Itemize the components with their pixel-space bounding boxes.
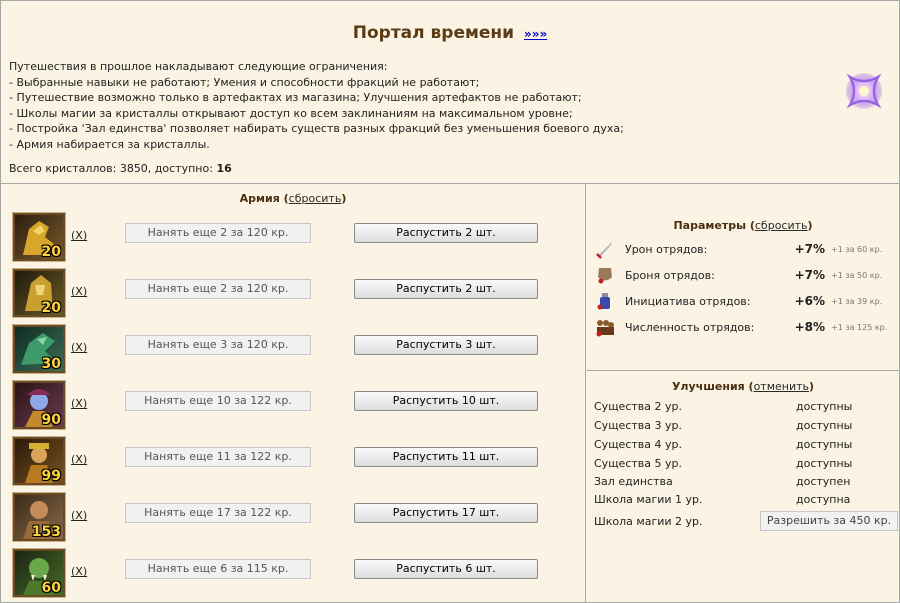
upgrade-status: доступен <box>796 475 851 488</box>
creature-count: 20 <box>41 300 61 316</box>
hire-button[interactable]: Нанять еще 3 за 120 кр. <box>125 335 311 355</box>
army-section <box>1 184 586 602</box>
creature-portrait <box>13 381 65 429</box>
upgrade-row: Существа 5 ур. доступны <box>594 457 853 470</box>
creature-count: 60 <box>41 580 61 596</box>
param-cost-note[interactable]: +1 за 60 кр. <box>831 245 883 254</box>
upgrade-row: Зал единства доступен <box>594 475 851 488</box>
allow-magic-school-button[interactable]: Разрешить за 450 кр. <box>760 511 898 531</box>
creature-portrait <box>13 213 65 261</box>
army-row <box>13 269 573 317</box>
crystal-total: Всего кристаллов: 3850, доступно: 16 <box>9 162 232 175</box>
upgrade-status: доступны <box>796 400 853 413</box>
upgrade-row: Школа магии 2 ур. Разрешить за 450 кр. <box>594 515 894 528</box>
page-title: Портал времени »»» <box>352 23 548 43</box>
upgrade-status: доступны <box>796 438 853 451</box>
hire-button[interactable]: Нанять еще 6 за 115 кр. <box>125 559 311 579</box>
param-value: +8% <box>794 320 825 334</box>
upgrade-row: Школа магии 1 ур. доступна <box>594 493 851 506</box>
remove-creature-link[interactable]: (X) <box>71 565 88 578</box>
upgrade-status: доступны <box>796 457 853 470</box>
remove-creature-link[interactable]: (X) <box>71 229 88 242</box>
param-value: +7% <box>794 268 825 282</box>
upgrade-status: доступны <box>796 419 853 432</box>
upgrade-row: Существа 4 ур. доступны <box>594 438 853 451</box>
army-row <box>13 381 573 429</box>
creature-count: 90 <box>41 412 61 428</box>
param-cost-note[interactable]: +1 за 50 кр. <box>831 271 883 280</box>
dismiss-button[interactable]: Распустить 11 шт. <box>354 447 538 467</box>
remove-creature-link[interactable]: (X) <box>71 397 88 410</box>
army-reset-link[interactable]: сбросить <box>288 192 342 205</box>
army-row <box>13 437 573 485</box>
remove-creature-link[interactable]: (X) <box>71 453 88 466</box>
restrictions-text: Путешествия в прошлое накладывают следующие ограничения: - Выбранные навыки не работают; Умения и способности фракций не работают; - Путешествие возможно только в артефактах из магазина; Улучшения артефактов не работают; - Школы магии за кристаллы открывают доступ ко всем заклинаниям на максимальном уровне; - Постройка 'Зал единства' позволяет набирать существ разных фракций без уменьшения боевого духа; - Армия набирается за кристаллы. <box>9 60 624 151</box>
dismiss-button[interactable]: Распустить 10 шт. <box>354 391 538 411</box>
param-cost-note[interactable]: +1 за 39 кр. <box>831 297 883 306</box>
upgrades-header: Улучшения (отменить) <box>671 380 815 393</box>
upgrades-cancel-link[interactable]: отменить <box>753 380 810 393</box>
sword-icon <box>595 239 615 259</box>
param-row-damage: Урон отрядов: +7% +1 за 60 кр. <box>595 239 895 261</box>
hire-button[interactable]: Нанять еще 2 за 120 кр. <box>125 279 311 299</box>
header-section <box>1 1 899 184</box>
army-row <box>13 213 573 261</box>
param-row-count: Численность отрядов: +8% +1 за 125 кр. <box>595 317 895 339</box>
creature-portrait <box>13 549 65 597</box>
creature-count: 30 <box>41 356 61 372</box>
title-more-link[interactable]: »»» <box>523 27 548 41</box>
troops-icon <box>595 317 615 337</box>
crystal-available: 16 <box>216 162 232 175</box>
dismiss-button[interactable]: Распустить 3 шт. <box>354 335 538 355</box>
remove-creature-link[interactable]: (X) <box>71 285 88 298</box>
param-value: +6% <box>794 294 825 308</box>
creature-count: 20 <box>41 244 61 260</box>
param-row-armor: Броня отрядов: +7% +1 за 50 кр. <box>595 265 895 287</box>
params-header: Параметры (сбросить) <box>673 219 813 232</box>
param-row-initiative: Инициатива отрядов: +6% +1 за 39 кр. <box>595 291 895 313</box>
dismiss-button[interactable]: Распустить 2 шт. <box>354 223 538 243</box>
upgrades-section <box>587 371 899 602</box>
upgrade-row: Существа 2 ур. доступны <box>594 400 853 413</box>
army-row <box>13 493 573 541</box>
param-value: +7% <box>794 242 825 256</box>
hire-button[interactable]: Нанять еще 10 за 122 кр. <box>125 391 311 411</box>
param-cost-note[interactable]: +1 за 125 кр. <box>831 323 888 332</box>
hire-button[interactable]: Нанять еще 2 за 120 кр. <box>125 223 311 243</box>
creature-portrait <box>13 325 65 373</box>
armor-icon <box>595 265 615 285</box>
army-header: Армия (сбросить) <box>239 192 347 205</box>
creature-portrait <box>13 493 65 541</box>
upgrade-status: доступна <box>796 493 851 506</box>
dismiss-button[interactable]: Распустить 2 шт. <box>354 279 538 299</box>
hire-button[interactable]: Нанять еще 17 за 122 кр. <box>125 503 311 523</box>
creature-count: 99 <box>41 468 61 484</box>
army-row <box>13 325 573 373</box>
dismiss-button[interactable]: Распустить 6 шт. <box>354 559 538 579</box>
hire-button[interactable]: Нанять еще 11 за 122 кр. <box>125 447 311 467</box>
creature-count: 153 <box>31 524 61 540</box>
remove-creature-link[interactable]: (X) <box>71 509 88 522</box>
portal-crystal-icon <box>844 71 884 111</box>
dismiss-button[interactable]: Распустить 17 шт. <box>354 503 538 523</box>
army-row <box>13 549 573 597</box>
creature-portrait <box>13 437 65 485</box>
remove-creature-link[interactable]: (X) <box>71 341 88 354</box>
params-section <box>587 184 899 371</box>
params-reset-link[interactable]: сбросить <box>754 219 808 232</box>
upgrade-row: Существа 3 ур. доступны <box>594 419 853 432</box>
creature-portrait <box>13 269 65 317</box>
potion-icon <box>595 291 615 311</box>
